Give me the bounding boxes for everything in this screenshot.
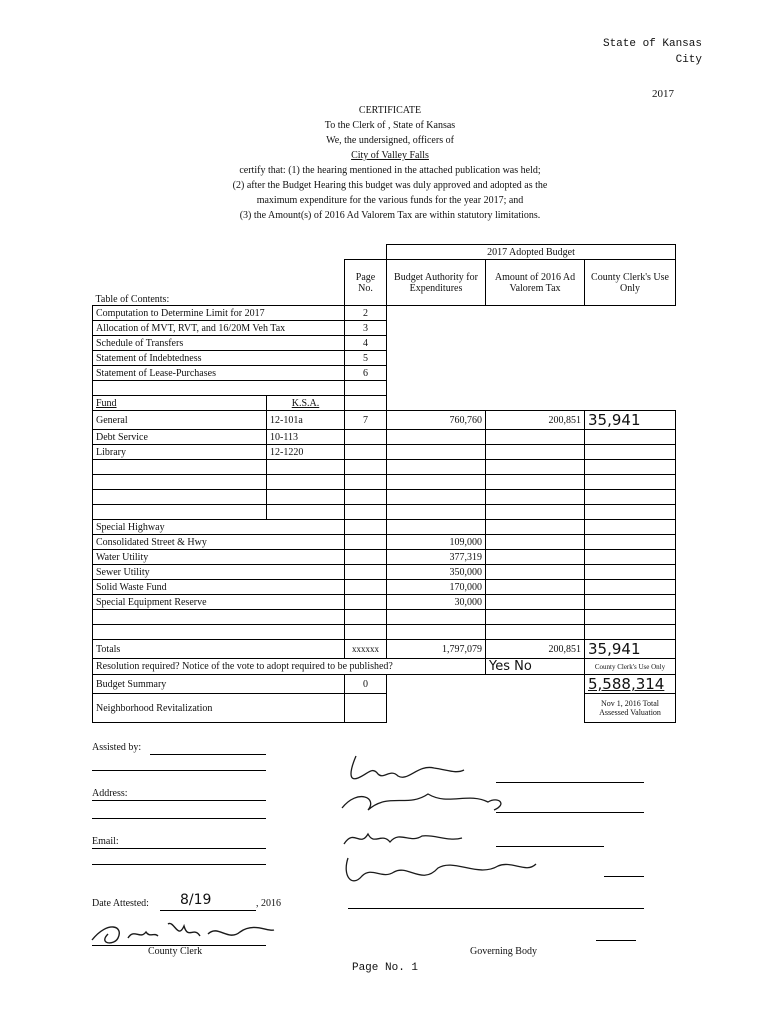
toc-item: Statement of Indebtedness: [93, 351, 345, 366]
fund-row: [93, 445, 676, 460]
nonlevy-row: [93, 535, 676, 550]
resolution-answer-handwritten: Yes No: [486, 659, 585, 675]
fund-budget: 109,000: [387, 535, 486, 550]
certificate-entity: City of Valley Falls: [351, 150, 429, 161]
entity-type-label: City: [675, 54, 702, 66]
date-attested-year: , 2016: [256, 898, 281, 909]
ksa-header: K.S.A.: [267, 396, 345, 411]
toc-item: Statement of Lease-Purchases: [93, 366, 345, 381]
date-attested-line: [160, 910, 256, 911]
adopted-budget-header: 2017 Adopted Budget: [387, 245, 676, 260]
fund-header: Fund: [93, 396, 267, 411]
summary-row: [93, 675, 676, 694]
totals-clerk-handwritten: 35,941: [585, 640, 676, 659]
governing-body-line: [496, 846, 604, 847]
toc-item: Computation to Determine Limit for 2017: [93, 306, 345, 321]
fund-name: Debt Service: [93, 430, 267, 445]
col-county-clerk: County Clerk's Use Only: [585, 260, 676, 306]
email-label: Email:: [92, 836, 119, 847]
state-label: State of Kansas: [602, 38, 702, 50]
totals-row: [93, 640, 676, 659]
assessed-valuation-handwritten: 5,588,314: [585, 675, 676, 694]
neighborhood-label: Neighborhood Revitalization: [93, 694, 345, 723]
assisted-by-line: [150, 754, 266, 755]
resolution-row: [93, 659, 676, 675]
certificate-title: CERTIFICATE: [358, 105, 422, 116]
fund-name: Sewer Utility: [93, 565, 345, 580]
fund-budget: 760,760: [387, 411, 486, 430]
col-ad-valorem-tax: Amount of 2016 Ad Valorem Tax: [486, 260, 585, 306]
fund-name: Library: [93, 445, 267, 460]
governing-body-line: [348, 908, 644, 909]
header-block: [603, 36, 702, 68]
toc-page: 2: [345, 306, 387, 321]
certificate-line: (3) the Amount(s) of 2016 Ad Valorem Tax are within statutory limitations.: [239, 210, 541, 221]
certificate-line: To the Clerk of , State of Kansas: [324, 120, 456, 131]
toc-page: 4: [345, 336, 387, 351]
certificate-line: maximum expenditure for the various funds for the year 2017; and: [256, 195, 524, 206]
totals-tax: 200,851: [486, 640, 585, 659]
address-label: Address:: [92, 788, 128, 799]
budget-summary-label: Budget Summary: [93, 675, 345, 694]
governing-body-label: Governing Body: [470, 946, 537, 957]
fund-clerk-handwritten: 35,941: [585, 411, 676, 430]
governing-body-line: [496, 782, 644, 783]
nonlevy-row: [93, 520, 676, 535]
toc-item: Schedule of Transfers: [93, 336, 345, 351]
fund-name: Consolidated Street & Hwy: [93, 535, 345, 550]
fund-budget: 350,000: [387, 565, 486, 580]
governing-body-signatures: [338, 748, 548, 898]
fund-page: 7: [345, 411, 387, 430]
county-clerk-signature: [88, 918, 278, 948]
col-budget-authority: Budget Authority for Expenditures: [387, 260, 486, 306]
governing-body-line: [604, 876, 644, 877]
page-number: Page No. 1: [351, 962, 418, 974]
fund-name: Special Equipment Reserve: [93, 595, 345, 610]
valuation-note: Nov 1, 2016 Total Assessed Valuation: [585, 694, 676, 723]
fund-budget: 30,000: [387, 595, 486, 610]
fund-ksa: 12-1220: [267, 445, 345, 460]
budget-summary-page: 0: [345, 675, 387, 694]
date-attested-label: Date Attested:: [92, 898, 149, 909]
date-attested-handwritten: 8/19: [180, 892, 212, 908]
fund-name: Solid Waste Fund: [93, 580, 345, 595]
certificate-text: [0, 103, 770, 223]
certificate-line: certify that: (1) the hearing mentioned in the attached publication was held;: [239, 165, 541, 176]
totals-page: xxxxxx: [345, 640, 387, 659]
clerk-use-note: County Clerk's Use Only: [585, 659, 676, 675]
toc-page: 5: [345, 351, 387, 366]
certificate-line: (2) after the Budget Hearing this budget was duly approved and adopted as the: [232, 180, 548, 191]
nonlevy-row: [93, 550, 676, 565]
governing-body-line: [496, 812, 644, 813]
neighborhood-row: [93, 694, 676, 723]
toc-page: 3: [345, 321, 387, 336]
blank-line: [92, 864, 266, 865]
fund-budget: 170,000: [387, 580, 486, 595]
assisted-by-label: Assisted by:: [92, 742, 142, 753]
fund-row: [93, 430, 676, 445]
col-page: Page No.: [345, 260, 387, 306]
nonlevy-row: [93, 565, 676, 580]
fund-name: Water Utility: [93, 550, 345, 565]
certificate-line: We, the undersigned, officers of: [326, 135, 454, 146]
nonlevy-row: [93, 580, 676, 595]
email-line: [92, 848, 266, 849]
fund-ksa: 10-113: [267, 430, 345, 445]
governing-body-line: [596, 940, 636, 941]
fund-name: General: [93, 411, 267, 430]
budget-table: [92, 244, 676, 723]
fund-budget: [387, 520, 486, 535]
fund-name: Special Highway: [93, 520, 345, 535]
address-line: [92, 818, 266, 819]
totals-label: Totals: [93, 640, 345, 659]
blank-line: [92, 770, 266, 771]
nonlevy-row: [93, 595, 676, 610]
budget-year: 2017: [652, 88, 674, 100]
county-clerk-label: County Clerk: [148, 946, 203, 957]
toc-item: Allocation of MVT, RVT, and 16/20M Veh Tax: [93, 321, 345, 336]
address-line: [92, 800, 266, 801]
toc-header: Table of Contents:: [95, 294, 170, 305]
fund-tax: 200,851: [486, 411, 585, 430]
fund-ksa: 12-101a: [267, 411, 345, 430]
resolution-question: Resolution required? Notice of the vote to adopt required to be published?: [93, 659, 486, 675]
fund-budget: 377,319: [387, 550, 486, 565]
totals-budget: 1,797,079: [387, 640, 486, 659]
fund-row: [93, 411, 676, 430]
toc-page: 6: [345, 366, 387, 381]
